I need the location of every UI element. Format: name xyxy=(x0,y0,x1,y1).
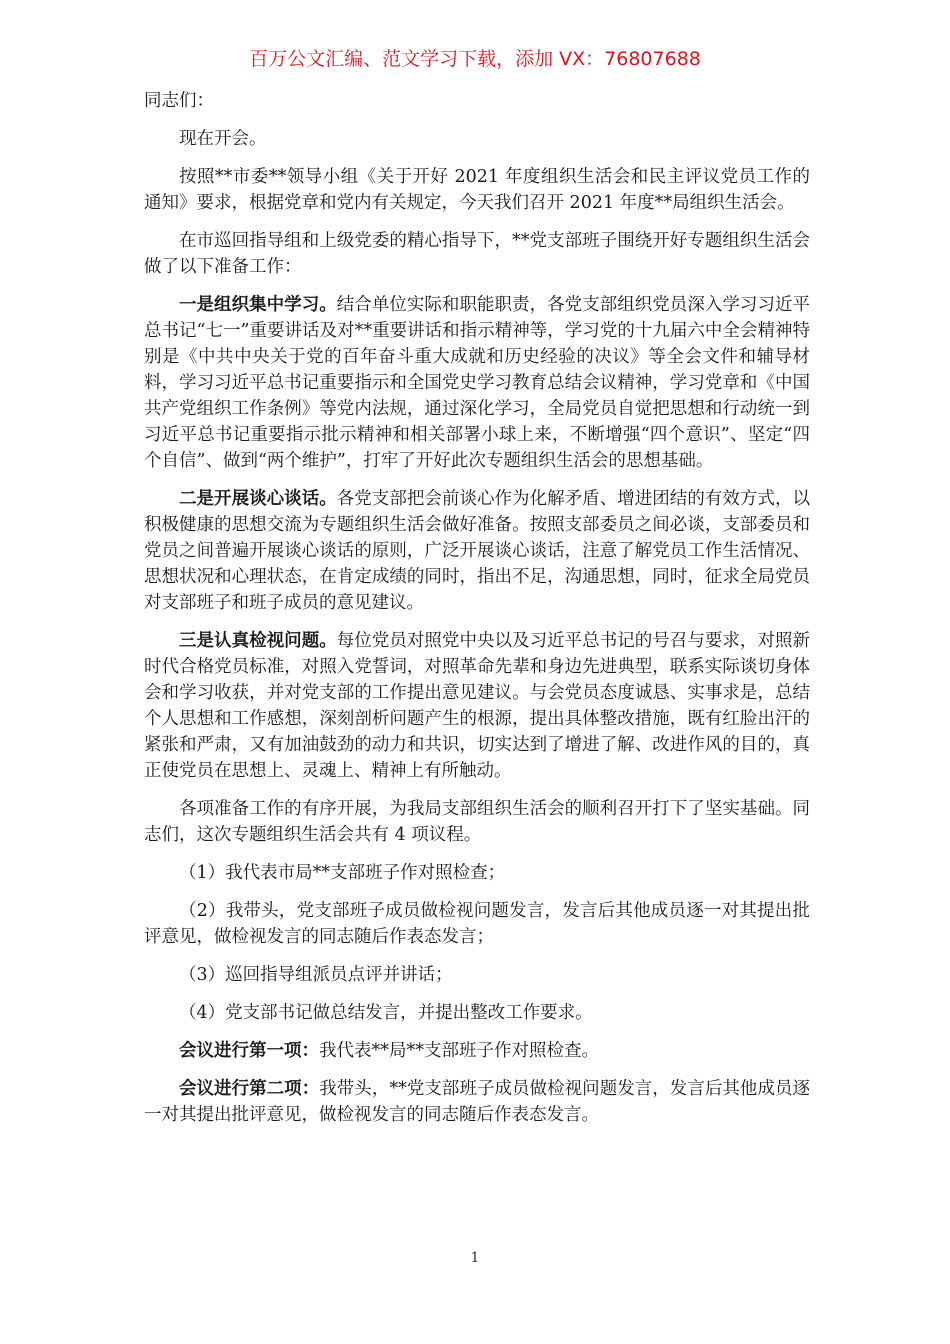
step-2-text: 我带头，**党支部班子成员做检视问题发言，发言后其他成员逐一对其提出批评意见，做检视发言的同志随后作表态发言。 xyxy=(144,1079,811,1125)
item-3-paragraph xyxy=(144,628,810,784)
step-1-heading: 会议进行第一项： xyxy=(179,1041,319,1061)
item-1-text: 结合单位实际和职能职责，各党支部组织党员深入学习习近平总书记“七一”重要讲话及对**重要讲话和指示精神等，学习党的十九届六中全会精神特别是《中共中央关于党的百年奋斗重大成就和历史经验的决议》等全会文件和辅导材料，学习习近平总书记重要指示和全国党史学习教育总结会议精神，学习党章和《中国共产党组织工作条例》等党内法规，通过深化学习，全局党员自觉把思想和行动统一到习近平总书记重要指示批示精神和相关部署小球上来，不断增强“四个意识”、坚定“四个自信”、做到“两个维护”，打牢了开好此次专题组织生活会的思想基础。 xyxy=(144,295,811,471)
item-3-text: 每位党员对照党中央以及习近平总书记的号召与要求，对照新时代合格党员标准，对照入党誓词，对照革命先辈和身边先进典型，联系实际谈切身体会和学习收获，并对党支部的工作提出意见建议。与会党员态度诚恳、实事求是，总结个人思想和工作感想，深刻剖析问题产生的根源，提出具体整改措施，既有红脸出汗的紧张和严肃，又有加油鼓劲的动力和共识，切实达到了增进了解、改进作风的目的，真正使党员在思想上、灵魂上、精神上有所触动。 xyxy=(144,631,811,781)
item-2-paragraph xyxy=(144,486,810,616)
document-body xyxy=(144,88,810,1140)
item-2-heading: 二是开展谈心谈话。 xyxy=(179,489,337,509)
step-2-heading: 会议进行第二项： xyxy=(179,1079,320,1099)
item-1-paragraph xyxy=(144,292,810,474)
preparation-paragraph: 在市巡回指导组和上级党委的精心指导下，**党支部班子围绕开好专题组织生活会做了以下准备工作： xyxy=(144,231,810,277)
page-number: 1 xyxy=(470,1250,480,1266)
agenda-item: （1）我代表市局**支部班子作对照检查； xyxy=(179,863,506,883)
step-1-text: 我代表**局**支部班子作对照检查。 xyxy=(319,1041,599,1061)
step-2-paragraph xyxy=(144,1076,810,1128)
agenda-item: （4）党支部书记做总结发言，并提出整改工作要求。 xyxy=(179,1003,593,1023)
agenda-item: （3）巡回指导组派员点评并讲话； xyxy=(179,965,453,985)
item-2-text: 各党支部把会前谈心作为化解矛盾、增进团结的有效方式，以积极健康的思想交流为专题组织生活会做好准备。按照支部委员之间必谈，支部委员和党员之间普遍开展谈心谈话的原则，广泛开展谈心谈话，注意了解党员工作生活情况、思想状况和心理状态，在肯定成绩的同时，指出不足，沟通思想，同时，征求全局党员对支部班子和班子成员的意见建议。 xyxy=(144,489,811,613)
summary-paragraph: 各项准备工作的有序开展，为我局支部组织生活会的顺利召开打下了坚实基础。同志们，这次专题组织生活会共有 4 项议程。 xyxy=(144,799,810,845)
download-banner: 百万公文汇编、范文学习下载，添加 VX：76807688 xyxy=(249,48,701,70)
item-1-heading: 一是组织集中学习。 xyxy=(179,295,337,315)
greeting: 同志们： xyxy=(144,91,214,111)
item-3-heading: 三是认真检视问题。 xyxy=(179,631,337,651)
intro-paragraph: 按照**市委**领导小组《关于开好 2021 年度组织生活会和民主评议党员工作的通知》要求，根据党章和党内有关规定，今天我们召开 2021 年度**局组织生活会。 xyxy=(144,167,810,213)
step-1-paragraph xyxy=(144,1038,810,1064)
opening-line: 现在开会。 xyxy=(179,129,267,149)
agenda-item: （2）我带头，党支部班子成员做检视问题发言，发言后其他成员逐一对其提出批评意见，做检视发言的同志随后作表态发言； xyxy=(144,901,810,947)
